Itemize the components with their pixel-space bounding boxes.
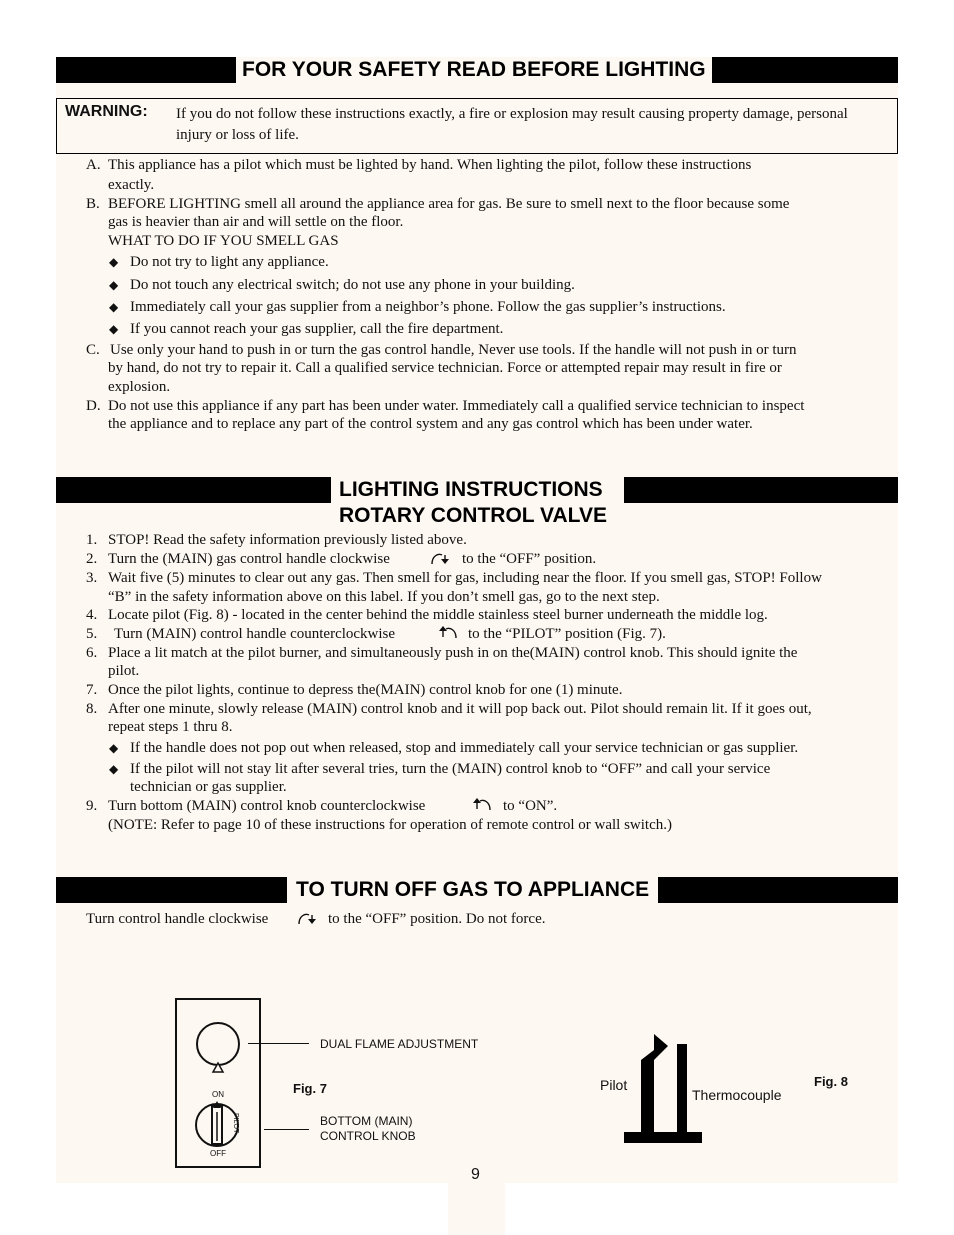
heading-safety: FOR YOUR SAFETY READ BEFORE LIGHTING (236, 57, 712, 83)
heading-lighting (331, 477, 624, 530)
safety-marker-b: B. (86, 196, 100, 212)
diamond-bullet-icon: ◆ (109, 300, 119, 314)
safety-d-line1: Do not use this appliance if any part has been under water. Immediately call a qualified service technician to inspect (108, 398, 805, 414)
leader-line (248, 1043, 309, 1044)
safety-marker-a: A. (86, 157, 101, 173)
fig8-thermocouple-label: Thermocouple (692, 1087, 782, 1103)
clockwise-arrow-icon (429, 550, 451, 566)
step-6-line1: Place a lit match at the pilot burner, and simultaneously push in on the(MAIN) control knob. This should ignite the (108, 645, 798, 661)
fig7-dual-flame-label: DUAL FLAME ADJUSTMENT (320, 1037, 479, 1051)
step-number-9: 9. (86, 798, 98, 814)
safety-a-line2: exactly. (108, 177, 155, 193)
page-number: 9 (471, 1166, 480, 1183)
safety-marker-c: C. (86, 342, 100, 358)
safety-bullet-3: Immediately call your gas supplier from a neighbor’s phone. Follow the gas supplier’s instructions. (130, 299, 726, 315)
page-number-tab (448, 1183, 505, 1235)
safety-bullet-4: If you cannot reach your gas supplier, call the fire department. (130, 321, 504, 337)
warning-text: If you do not follow these instructions exactly, a fire or explosion may result causing property damage, personal injury or loss of life. (176, 106, 848, 143)
step-number-3: 3. (86, 570, 98, 586)
safety-b-line2: gas is heavier than air and will settle on the floor. (108, 214, 404, 230)
step-8-bullet-1: If the handle does not pop out when released, stop and immediately call your service technician or gas supplier. (130, 740, 799, 756)
safety-marker-d: D. (86, 398, 101, 414)
clockwise-arrow-icon (296, 910, 318, 926)
diamond-bullet-icon: ◆ (109, 741, 119, 755)
step-7-text: Once the pilot lights, continue to depress the(MAIN) control knob for one (1) minute. (108, 682, 623, 698)
fig8-pilot-label: Pilot (600, 1077, 628, 1093)
step-1-text: STOP! Read the safety information previously listed above. (108, 532, 467, 548)
step-9-note: (NOTE: Refer to page 10 of these instructions for operation of remote control or wall switch.) (108, 817, 673, 833)
warning-box (56, 98, 898, 154)
step-number-5: 5. (86, 626, 98, 642)
step-3-line2: “B” in the safety information above on this label. If you don’t smell gas, go to the next step. (108, 589, 660, 605)
step-8-line1: After one minute, slowly release (MAIN) control knob and it will pop back out. Pilot should remain lit. If it goes out, (108, 701, 812, 717)
fig7-control-panel (175, 998, 261, 1168)
step-9-text-a: Turn bottom (MAIN) control knob counterclockwise (108, 798, 426, 814)
safety-d-line2: the appliance and to replace any part of the control system and any gas control which has been under water. (108, 416, 753, 432)
step-8-bullet-2-line2: technician or gas supplier. (130, 779, 287, 795)
diamond-bullet-icon: ◆ (109, 278, 119, 292)
step-number-4: 4. (86, 607, 98, 623)
turnoff-text-b: to the “OFF” position. Do not force. (328, 911, 546, 927)
step-4-text: Locate pilot (Fig. 8) - located in the center behind the middle stainless steel burner underneath the middle log. (108, 607, 768, 623)
safety-c-line1: Use only your hand to push in or turn the gas control handle, Never use tools. If the handle will not push in or turn (110, 342, 797, 358)
fig7-caption: Fig. 7 (293, 1081, 327, 1096)
counterclockwise-arrow-icon (471, 796, 493, 812)
step-9-text-b: to “ON”. (503, 798, 558, 814)
step-6-line2: pilot. (108, 663, 140, 679)
leader-line (264, 1129, 309, 1130)
step-3-line1: Wait five (5) minutes to clear out any gas. Then smell for gas, including near the floor. If you smell gas, STOP! Follow (108, 570, 822, 586)
step-number-7: 7. (86, 682, 98, 698)
counterclockwise-arrow-icon (437, 624, 459, 640)
diamond-bullet-icon: ◆ (109, 762, 119, 776)
step-number-2: 2. (86, 551, 98, 567)
step-number-6: 6. (86, 645, 98, 661)
fig7-on-label: ON (212, 1090, 224, 1099)
step-5-text-a: Turn (MAIN) control handle counterclockwise (114, 626, 396, 642)
diamond-bullet-icon: ◆ (109, 322, 119, 336)
turnoff-text-a: Turn control handle clockwise (86, 911, 269, 927)
step-number-1: 1. (86, 532, 98, 548)
safety-b-line3: WHAT TO DO IF YOU SMELL GAS (108, 233, 339, 249)
safety-a-line1: This appliance has a pilot which must be lighted by hand. When lighting the pilot, follow these instructions (108, 157, 752, 173)
step-2-text-a: Turn the (MAIN) gas control handle clockwise (108, 551, 390, 567)
step-number-8: 8. (86, 701, 98, 717)
diamond-bullet-icon: ◆ (109, 255, 119, 269)
step-2-text-b: to the “OFF” position. (462, 551, 597, 567)
heading-lighting-line1: LIGHTING INSTRUCTIONS (339, 478, 603, 501)
warning-label: WARNING: (65, 103, 148, 120)
safety-bullet-2: Do not touch any electrical switch; do not use any phone in your building. (130, 277, 575, 293)
fig7-knob-label-line1: BOTTOM (MAIN) (320, 1114, 413, 1128)
safety-bullet-1: Do not try to light any appliance. (130, 254, 329, 270)
fig7-pilot-label: PILOT (232, 1113, 239, 1134)
heading-turnoff: TO TURN OFF GAS TO APPLIANCE (287, 877, 658, 903)
fig7-knob-label-line2: CONTROL KNOB (320, 1129, 416, 1143)
fig7-off-label: OFF (210, 1149, 226, 1158)
step-8-bullet-2-line1: If the pilot will not stay lit after several tries, turn the (MAIN) control knob to “OFF” and call your service (130, 761, 771, 777)
step-8-line2: repeat steps 1 thru 8. (108, 719, 233, 735)
safety-c-line3: explosion. (108, 379, 171, 395)
fig8-caption: Fig. 8 (814, 1074, 848, 1089)
heading-lighting-line2: ROTARY CONTROL VALVE (339, 504, 607, 527)
safety-b-line1: BEFORE LIGHTING smell all around the appliance area for gas. Be sure to smell next to the floor because some (108, 196, 790, 212)
step-5-text-b: to the “PILOT” position (Fig. 7). (468, 626, 666, 642)
safety-c-line2: by hand, do not try to repair it. Call a qualified service technician. Force or attempted repair may result in fire or (108, 360, 782, 376)
